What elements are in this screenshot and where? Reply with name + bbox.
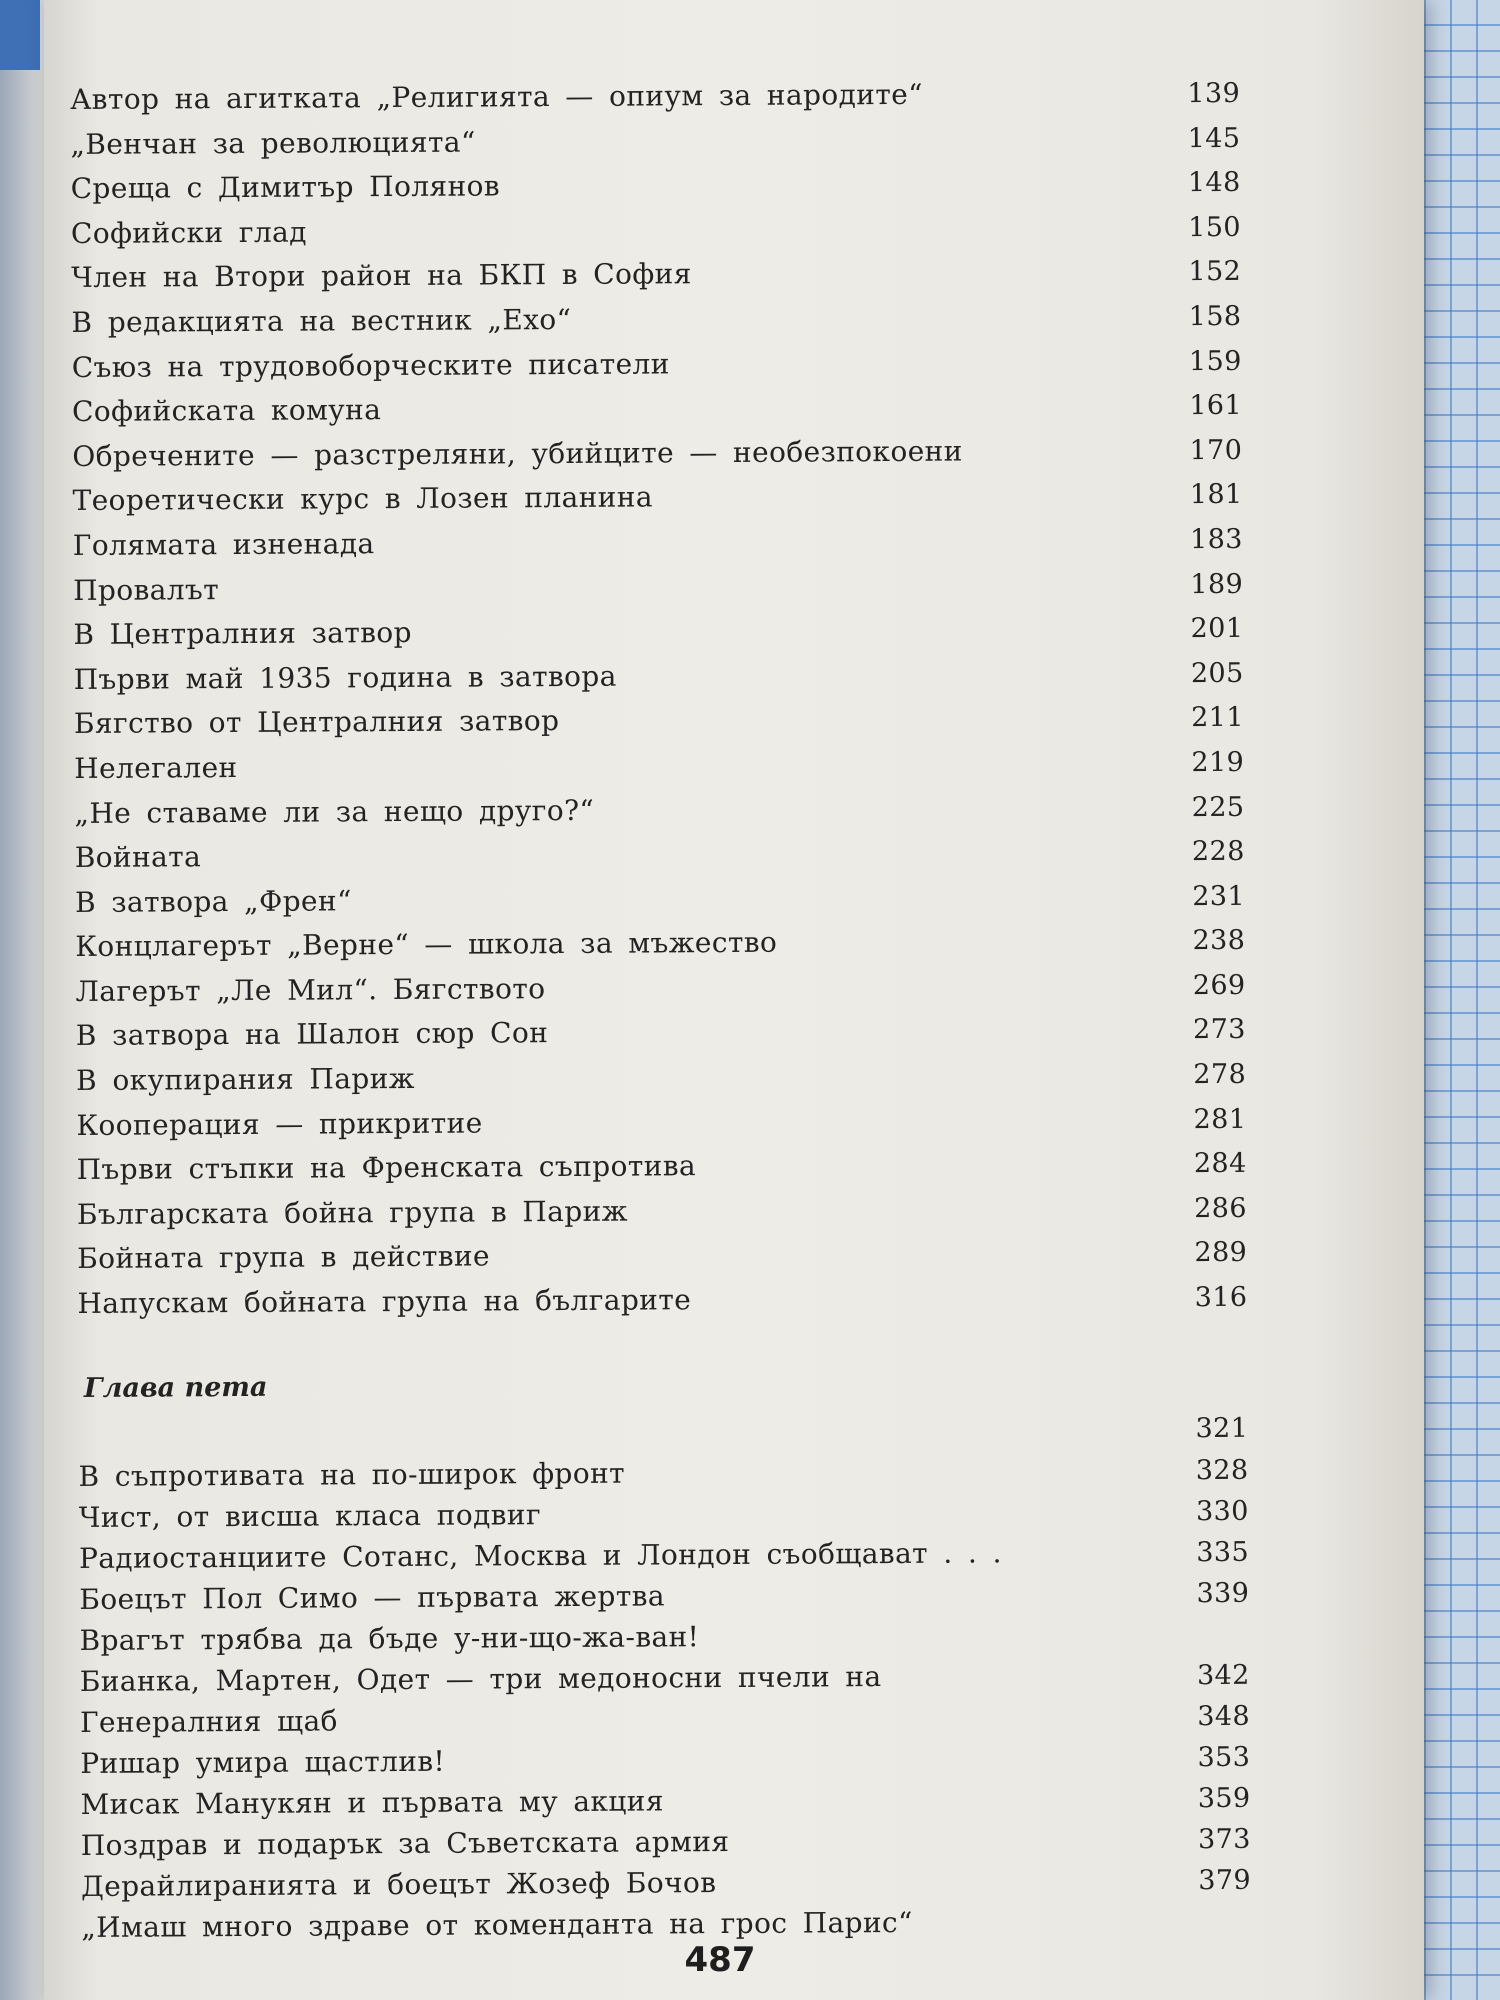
toc-entry-page: 339 [1196,1577,1250,1609]
toc-entry-page: 284 [1193,1148,1247,1180]
toc-entry-page: 201 [1190,612,1244,645]
toc-entry-title: Бойната група в действие [77,1239,491,1276]
toc-entry-title: В затвора на Шалон сюр Сон [75,1016,549,1053]
toc-entry [77,1230,1247,1282]
toc-entry-title: Българската бойна група в Париж [76,1194,628,1231]
toc-entry-title: Кооперация — прикритие [76,1106,483,1142]
toc-entry [78,1448,1248,1496]
toc-entry [77,1186,1247,1238]
toc-entry [76,1052,1246,1104]
toc-entry [72,472,1242,524]
toc-entry [81,1817,1251,1865]
toc-entry [79,1571,1249,1619]
toc-entry [74,695,1244,747]
toc-entry-title: В Централния затвор [73,616,413,652]
toc-entry-title: Напускам бойната група на българите [77,1283,692,1321]
toc-entry-page: 330 [1195,1495,1249,1527]
toc-entry [72,428,1242,480]
toc-entry [79,1530,1249,1578]
toc-entry-title: Нелегален [74,750,238,785]
toc-entry [81,1858,1251,1906]
toc-entry-page: 152 [1188,256,1242,288]
toc-entry [80,1776,1250,1824]
toc-entry-page: 228 [1191,835,1245,868]
toc-entry-page: 170 [1189,434,1243,466]
toc-entry-page [1160,1642,1250,1643]
toc-entry-title: Врагът трябва да бъде у-ни-що-жа-ван! [79,1619,700,1657]
toc-entry-title: Провалът [73,572,220,607]
toc-entry-title: Голямата изненада [72,527,375,562]
toc-entry-page: 321 [1195,1412,1249,1444]
toc-entry [77,1275,1247,1327]
chapter-toc-list [78,1407,1251,1947]
toc-entry-title: Мисак Манукян и първата му акция [80,1784,664,1821]
chapter-heading: Глава пета [83,1371,268,1404]
toc-entry-title: „Не ставаме ли за нещо друго?“ [74,793,595,830]
toc-entry-title: Радиостанциите Сотанс, Москва и Лондон съобщават . . . [78,1535,1002,1575]
toc-entry-title: Бианка, Мартен, Одет — три медоносни пчели на [79,1659,882,1698]
toc-entry [76,1096,1246,1148]
toc-entry-title: „Венчан за революцията“ [70,125,476,161]
toc-entry-page: 278 [1193,1058,1247,1091]
toc-entry-page: 269 [1192,969,1246,1002]
toc-entry-title: Теоретически курс в Лозен планина [72,480,654,518]
toc-entry-page: 205 [1190,657,1244,689]
toc-entry-page: 139 [1187,77,1241,110]
toc-entry-title: Дерайлиранията и боецът Жозеф Бочов [80,1865,717,1903]
toc-list [70,71,1248,1327]
toc-entry [74,740,1244,792]
toc-entry [73,606,1243,658]
toc-entry-title: Боецът Пол Симо — първата жертва [79,1579,666,1616]
toc-entry-page: 328 [1195,1454,1249,1486]
toc-entry [72,383,1242,435]
toc-entry-page: 273 [1192,1014,1246,1046]
toc-entry-title: Генералния щаб [79,1704,338,1739]
toc-entry [72,338,1242,390]
toc-entry-title: Среща с Димитър Полянов [70,169,501,206]
toc-entry-page: 158 [1188,300,1242,333]
toc-entry-page: 183 [1189,523,1243,556]
toc-entry-title: Първи стъпки на Френската съпротива [76,1149,697,1187]
toc-entry-page: 189 [1190,568,1244,600]
toc-entry-title: Съюз на трудовоборческите писатели [71,346,670,384]
toc-entry [80,1694,1250,1742]
toc-entry-page: 161 [1189,390,1243,422]
toc-entry-title: Член на Втори район на БКП в София [71,257,692,295]
toc-entry [77,1141,1247,1193]
toc-entry [75,829,1245,881]
toc-entry [71,160,1241,212]
toc-entry-page: 316 [1194,1281,1248,1314]
toc-entry-title: Обречените — разстреляни, убийците — необезпокоени [72,434,963,473]
toc-entry [80,1735,1250,1783]
toc-entry-page: 238 [1192,925,1246,957]
toc-entry [80,1653,1250,1701]
toc-entry [75,874,1245,926]
toc-entry-page: 379 [1198,1864,1252,1896]
toc-entry-page: 353 [1197,1741,1251,1773]
toc-entry-page: 159 [1188,345,1242,377]
toc-entry-title: Софийски глад [70,215,307,250]
toc-entry [79,1612,1249,1660]
toc-entry-page [1161,1929,1251,1930]
toc-entry [70,71,1240,123]
toc-entry-page: 281 [1193,1103,1247,1135]
toc-entry-page: 181 [1189,479,1243,511]
toc-entry-page: 359 [1197,1782,1251,1814]
toc-entry-page: 211 [1191,702,1245,734]
toc-entry [71,249,1241,301]
toc-entry-page: 348 [1197,1700,1251,1732]
toc-entry [79,1489,1249,1537]
toc-entry-title: В затвора „Френ“ [74,883,352,919]
toc-entry-page: 289 [1194,1237,1248,1269]
toc-entry-title: „Имаш много здраве от коменданта на грос Парис“ [81,1905,913,1944]
toc-entry-title: Автор на агитката „Религията — опиум за народите“ [70,77,923,116]
toc-entry-title: Първи май 1935 година в затвора [73,659,617,696]
toc-entry-page: 219 [1191,746,1245,779]
toc-entry-title: Бягство от Централния затвор [73,704,560,741]
toc-entry-page: 286 [1194,1192,1248,1224]
toc-entry-page: 373 [1197,1823,1251,1855]
page-number: 487 [684,1940,756,1980]
toc-entry [71,205,1241,257]
toc-entry-page: 150 [1188,211,1242,243]
toc-entry-title: Концлагерът „Верне“ — школа за мъжество [75,925,778,964]
toc-entry-title: В съпротивата на по-широк фронт [78,1456,626,1493]
toc-entry-page: 145 [1187,122,1241,154]
blue-cover-corner [0,0,40,70]
toc-entry [73,517,1243,569]
table-of-contents [70,71,1251,1948]
toc-entry-title: В окупирания Париж [76,1061,416,1098]
toc-entry-title: В редакцията на вестник „Ехо“ [71,302,572,339]
toc-entry [73,561,1243,613]
toc-entry-page: 148 [1187,167,1241,199]
toc-entry [78,1407,1248,1455]
toc-entry-page: 225 [1191,791,1245,823]
toc-entry-title: Поздрав и подарък за Съветската армия [80,1824,730,1862]
toc-entry-page: 231 [1192,880,1246,912]
toc-entry-title: Софийската комуна [71,393,382,429]
toc-entry-title: Ришар умира щастлив! [80,1744,446,1780]
toc-entry [75,963,1245,1015]
toc-entry [71,294,1241,346]
toc-entry [74,784,1244,836]
toc-entry-page: 335 [1196,1536,1250,1568]
toc-entry [81,1899,1251,1947]
toc-entry-title: Войната [74,840,202,875]
toc-entry-title: Лагерът „Ле Мил“. Бягството [75,971,546,1008]
grid-paper-strip [1424,0,1500,2000]
toc-entry [74,651,1244,703]
toc-entry-page: 342 [1196,1659,1250,1691]
toc-entry [76,1007,1246,1059]
toc-entry-title: Чист, от висша класа подвиг [78,1497,542,1534]
toc-entry [75,918,1245,970]
toc-entry [70,115,1240,167]
